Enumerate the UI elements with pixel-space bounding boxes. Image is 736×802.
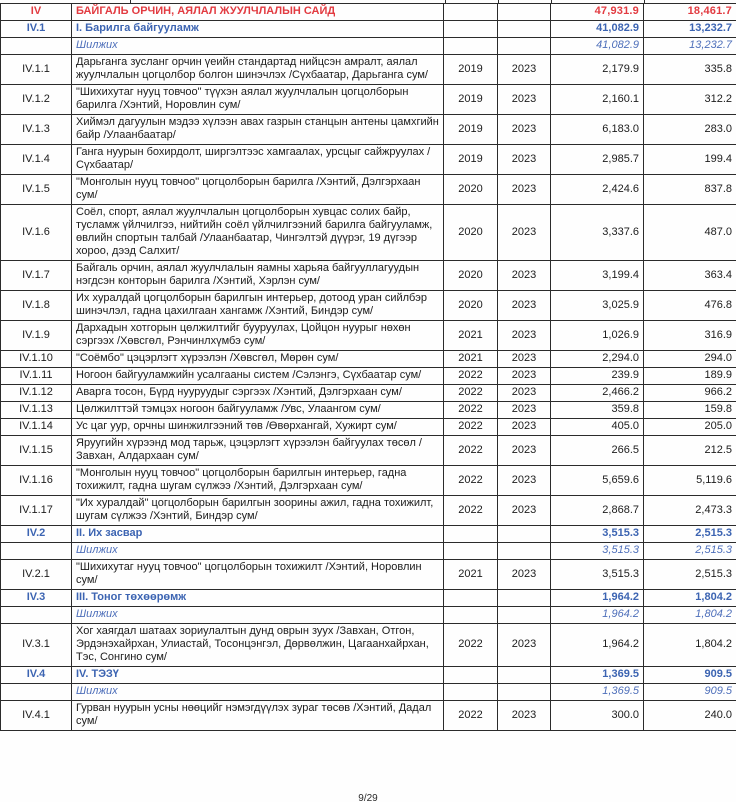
row-code-cell: IV.1.2 [1, 85, 72, 115]
project-description-cell: II. Их засвар [72, 526, 444, 543]
table-row [1, 624, 736, 667]
total-cost-cell: 3,515.3 [551, 526, 644, 543]
total-cost-cell: 3,337.6 [551, 205, 644, 261]
current-year-funding-cell: 316.9 [644, 321, 736, 351]
start-year-cell [444, 607, 498, 624]
end-year-cell: 2023 [498, 385, 551, 402]
end-year-cell: 2023 [498, 436, 551, 466]
row-code-cell: IV.1.11 [1, 368, 72, 385]
project-description-cell: Их хуралдай цогцолборын барилгын интерьер, дотоод уран сийлбэр шинэчлэл, гадна цахилгаан хангамж /Хэнтий, Биндэр сум/ [72, 291, 444, 321]
start-year-cell: 2021 [444, 351, 498, 368]
start-year-cell: 2022 [444, 402, 498, 419]
current-year-funding-cell: 2,515.3 [644, 543, 736, 560]
end-year-cell: 2023 [498, 85, 551, 115]
total-cost-cell: 2,179.9 [551, 55, 644, 85]
current-year-funding-cell: 283.0 [644, 115, 736, 145]
start-year-cell: 2020 [444, 291, 498, 321]
row-code-cell: IV.1.16 [1, 466, 72, 496]
project-description-cell: Ус цаг уур, орчны шинжилгээний төв /Өвөрхангай, Хужирт сум/ [72, 419, 444, 436]
start-year-cell: 2022 [444, 436, 498, 466]
current-year-funding-cell: 294.0 [644, 351, 736, 368]
table-row [1, 291, 736, 321]
start-year-cell [444, 21, 498, 38]
table-row [1, 21, 736, 38]
row-code-cell: IV.1.15 [1, 436, 72, 466]
current-year-funding-cell: 1,804.2 [644, 590, 736, 607]
total-cost-cell: 1,369.5 [551, 667, 644, 684]
table-row [1, 419, 736, 436]
project-description-cell: "Монголын нууц товчоо" цогцолборын барилгын интерьер, гадна тохижилт, гадна шугам сүлжээ /Хэнтий, Дэлгэрхаан сум/ [72, 466, 444, 496]
end-year-cell [498, 607, 551, 624]
start-year-cell: 2021 [444, 560, 498, 590]
row-code-cell: IV.1.5 [1, 175, 72, 205]
total-cost-cell: 2,466.2 [551, 385, 644, 402]
start-year-cell [444, 667, 498, 684]
start-year-cell: 2019 [444, 85, 498, 115]
current-year-funding-cell: 240.0 [644, 701, 736, 731]
total-cost-cell: 2,985.7 [551, 145, 644, 175]
table-row [1, 115, 736, 145]
table-row [1, 684, 736, 701]
row-code-cell: IV.1 [1, 21, 72, 38]
end-year-cell: 2023 [498, 419, 551, 436]
row-code-cell: IV.3 [1, 590, 72, 607]
current-year-funding-cell: 18,461.7 [644, 4, 736, 21]
table-row [1, 385, 736, 402]
budget-table [0, 3, 736, 731]
table-row [1, 402, 736, 419]
project-description-cell: "Их хуралдай" цогцолборын барилгын зоорины ажил, гадна тохижилт, шугам сүлжээ /Хэнтий, Биндэр сум/ [72, 496, 444, 526]
current-year-funding-cell: 199.4 [644, 145, 736, 175]
current-year-funding-cell: 335.8 [644, 55, 736, 85]
end-year-cell: 2023 [498, 402, 551, 419]
current-year-funding-cell: 5,119.6 [644, 466, 736, 496]
end-year-cell: 2023 [498, 351, 551, 368]
total-cost-cell: 47,931.9 [551, 4, 644, 21]
current-year-funding-cell: 13,232.7 [644, 38, 736, 55]
table-row [1, 607, 736, 624]
start-year-cell [444, 4, 498, 21]
end-year-cell: 2023 [498, 175, 551, 205]
project-description-cell: Байгаль орчин, аялал жуулчлалын яамны харьяа байгууллагуудын нэгдсэн конторын барилга /Хэнтий, Хэрлэн сум/ [72, 261, 444, 291]
table-row [1, 368, 736, 385]
row-code-cell: IV.4.1 [1, 701, 72, 731]
row-code-cell: IV.1.14 [1, 419, 72, 436]
row-code-cell: IV.2.1 [1, 560, 72, 590]
start-year-cell [444, 590, 498, 607]
current-year-funding-cell: 2,515.3 [644, 560, 736, 590]
total-cost-cell: 1,964.2 [551, 624, 644, 667]
start-year-cell: 2022 [444, 466, 498, 496]
table-row [1, 543, 736, 560]
end-year-cell: 2023 [498, 466, 551, 496]
current-year-funding-cell: 189.9 [644, 368, 736, 385]
table-row [1, 466, 736, 496]
total-cost-cell: 300.0 [551, 701, 644, 731]
start-year-cell: 2020 [444, 175, 498, 205]
row-code-cell [1, 543, 72, 560]
current-year-funding-cell: 1,804.2 [644, 624, 736, 667]
table-row [1, 526, 736, 543]
start-year-cell: 2022 [444, 624, 498, 667]
table-row [1, 351, 736, 368]
end-year-cell [498, 21, 551, 38]
total-cost-cell: 3,025.9 [551, 291, 644, 321]
start-year-cell [444, 543, 498, 560]
total-cost-cell: 3,515.3 [551, 560, 644, 590]
row-code-cell: IV.1.12 [1, 385, 72, 402]
table-row [1, 4, 736, 21]
end-year-cell: 2023 [498, 496, 551, 526]
project-description-cell: Соёл, спорт, аялал жуулчлалын цогцолборын хувцас солих байр, тусламж үйлчилгээ, нийтийн соёл үйлчилгээний барилга байгууламж, өвлийн спортын талбай /Улаанбаатар, Чингэлтэй дүүрэг, 19 дүгээр хороо, дээд Салхит/ [72, 205, 444, 261]
budget-table-body [1, 4, 736, 731]
project-description-cell: "Монголын нууц товчоо" цогцолборын барилга /Хэнтий, Дэлгэрхаан сум/ [72, 175, 444, 205]
end-year-cell: 2023 [498, 205, 551, 261]
current-year-funding-cell: 2,515.3 [644, 526, 736, 543]
start-year-cell: 2019 [444, 55, 498, 85]
total-cost-cell: 239.9 [551, 368, 644, 385]
total-cost-cell: 2,294.0 [551, 351, 644, 368]
project-description-cell: Шилжих [72, 38, 444, 55]
end-year-cell: 2023 [498, 701, 551, 731]
total-cost-cell: 41,082.9 [551, 21, 644, 38]
end-year-cell [498, 590, 551, 607]
current-year-funding-cell: 205.0 [644, 419, 736, 436]
project-description-cell: Дарьганга зусланг орчин үеийн стандартад нийцсэн амралт, аялал жуулчлалын цогцолбор болгон шинэчлэх /Сүхбаатар, Дарьганга сум/ [72, 55, 444, 85]
total-cost-cell: 266.5 [551, 436, 644, 466]
start-year-cell: 2020 [444, 205, 498, 261]
project-description-cell: "Соёмбо" цэцэрлэгт хүрээлэн /Хөвсгөл, Мөрөн сум/ [72, 351, 444, 368]
current-year-funding-cell: 476.8 [644, 291, 736, 321]
end-year-cell: 2023 [498, 261, 551, 291]
table-row [1, 145, 736, 175]
table-row [1, 261, 736, 291]
end-year-cell [498, 38, 551, 55]
end-year-cell: 2023 [498, 291, 551, 321]
row-code-cell [1, 684, 72, 701]
start-year-cell: 2021 [444, 321, 498, 351]
start-year-cell: 2022 [444, 419, 498, 436]
table-row [1, 667, 736, 684]
total-cost-cell: 1,964.2 [551, 607, 644, 624]
row-code-cell: IV.1.8 [1, 291, 72, 321]
table-border-tick [551, 0, 552, 3]
start-year-cell: 2019 [444, 115, 498, 145]
total-cost-cell: 405.0 [551, 419, 644, 436]
start-year-cell: 2022 [444, 496, 498, 526]
project-description-cell: Ганга нуурын бохирдолт, ширгэлтээс хамгаалах, урсцыг сайжруулах /Сүхбаатар/ [72, 145, 444, 175]
start-year-cell [444, 526, 498, 543]
table-border-tick [498, 0, 499, 3]
current-year-funding-cell: 837.8 [644, 175, 736, 205]
project-description-cell: Дархадын хотгорын цөлжилтийг бууруулах, Цойцон нуурыг нөхөн сэргээх /Хөвсгөл, Рэнчинлхүмбэ сум/ [72, 321, 444, 351]
project-description-cell: Яруугийн хүрээнд мод тарьж, цэцэрлэгт хүрээлэн байгуулах төсөл /Завхан, Алдархаан сум/ [72, 436, 444, 466]
current-year-funding-cell: 363.4 [644, 261, 736, 291]
end-year-cell [498, 684, 551, 701]
total-cost-cell: 359.8 [551, 402, 644, 419]
total-cost-cell: 3,199.4 [551, 261, 644, 291]
total-cost-cell: 3,515.3 [551, 543, 644, 560]
start-year-cell [444, 38, 498, 55]
total-cost-cell: 41,082.9 [551, 38, 644, 55]
start-year-cell [444, 684, 498, 701]
row-code-cell: IV.1.13 [1, 402, 72, 419]
project-description-cell: Цөлжилттэй тэмцэх ногоон байгууламж /Увс, Улаангом сум/ [72, 402, 444, 419]
total-cost-cell: 2,424.6 [551, 175, 644, 205]
project-description-cell: Шилжих [72, 543, 444, 560]
table-row [1, 496, 736, 526]
project-description-cell: III. Тоног төхөөрөмж [72, 590, 444, 607]
project-description-cell: Хиймэл дагуулын мэдээ хүлээн авах газрын станцын антены цамхгийн байр /Улаанбаатар/ [72, 115, 444, 145]
current-year-funding-cell: 909.5 [644, 667, 736, 684]
project-description-cell: Гурван нуурын усны нөөцийг нэмэгдүүлэх зураг төсөв /Хэнтий, Дадал сум/ [72, 701, 444, 731]
page-number: 9/29 [358, 793, 378, 802]
end-year-cell [498, 667, 551, 684]
table-row [1, 85, 736, 115]
total-cost-cell: 1,026.9 [551, 321, 644, 351]
end-year-cell: 2023 [498, 115, 551, 145]
end-year-cell [498, 543, 551, 560]
end-year-cell: 2023 [498, 624, 551, 667]
row-code-cell: IV.1.9 [1, 321, 72, 351]
current-year-funding-cell: 2,473.3 [644, 496, 736, 526]
table-row [1, 590, 736, 607]
project-description-cell: Шилжих [72, 607, 444, 624]
project-description-cell: "Шихихутаг нууц товчоо" цогцолборын тохижилт /Хэнтий, Норовлин сум/ [72, 560, 444, 590]
total-cost-cell: 1,964.2 [551, 590, 644, 607]
row-code-cell: IV.1.1 [1, 55, 72, 85]
project-description-cell: Хог хаягдал шатаах зориулалтын дунд оврын зуух /Завхан, Отгон, Эрдэнэхайрхан, Улиастай, Тосонцэнгэл, Дөрвөлжин, Цагаанхайрхан, Тэс, Сонгино сум/ [72, 624, 444, 667]
total-cost-cell: 2,868.7 [551, 496, 644, 526]
project-description-cell: БАЙГАЛЬ ОРЧИН, АЯЛАЛ ЖУУЛЧЛАЛЫН САЙД [72, 4, 444, 21]
table-row [1, 205, 736, 261]
project-description-cell: I. Барилга байгууламж [72, 21, 444, 38]
total-cost-cell: 2,160.1 [551, 85, 644, 115]
start-year-cell: 2020 [444, 261, 498, 291]
end-year-cell [498, 526, 551, 543]
row-code-cell: IV.1.10 [1, 351, 72, 368]
project-description-cell: Аварга тосон, Бүрд нууруудыг сэргээх /Хэнтий, Дэлгэрхаан сум/ [72, 385, 444, 402]
start-year-cell: 2022 [444, 701, 498, 731]
start-year-cell: 2019 [444, 145, 498, 175]
row-code-cell: IV.1.6 [1, 205, 72, 261]
end-year-cell: 2023 [498, 145, 551, 175]
row-code-cell: IV.2 [1, 526, 72, 543]
row-code-cell: IV.3.1 [1, 624, 72, 667]
row-code-cell: IV.1.4 [1, 145, 72, 175]
end-year-cell: 2023 [498, 55, 551, 85]
end-year-cell: 2023 [498, 560, 551, 590]
table-row [1, 436, 736, 466]
total-cost-cell: 1,369.5 [551, 684, 644, 701]
table-row [1, 560, 736, 590]
row-code-cell: IV.4 [1, 667, 72, 684]
current-year-funding-cell: 909.5 [644, 684, 736, 701]
row-code-cell [1, 38, 72, 55]
row-code-cell: IV.1.3 [1, 115, 72, 145]
row-code-cell: IV [1, 4, 72, 21]
row-code-cell: IV.1.7 [1, 261, 72, 291]
project-description-cell: Шилжих [72, 684, 444, 701]
current-year-funding-cell: 312.2 [644, 85, 736, 115]
current-year-funding-cell: 966.2 [644, 385, 736, 402]
end-year-cell: 2023 [498, 368, 551, 385]
start-year-cell: 2022 [444, 368, 498, 385]
total-cost-cell: 5,659.6 [551, 466, 644, 496]
table-row [1, 55, 736, 85]
current-year-funding-cell: 159.8 [644, 402, 736, 419]
project-description-cell: IV. ТЭЗҮ [72, 667, 444, 684]
current-year-funding-cell: 487.0 [644, 205, 736, 261]
table-row [1, 701, 736, 731]
row-code-cell: IV.1.17 [1, 496, 72, 526]
current-year-funding-cell: 212.5 [644, 436, 736, 466]
current-year-funding-cell: 13,232.7 [644, 21, 736, 38]
table-border-tick [130, 0, 131, 3]
table-row [1, 38, 736, 55]
table-row [1, 321, 736, 351]
start-year-cell: 2022 [444, 385, 498, 402]
row-code-cell [1, 607, 72, 624]
table-row [1, 175, 736, 205]
total-cost-cell: 6,183.0 [551, 115, 644, 145]
end-year-cell: 2023 [498, 321, 551, 351]
project-description-cell: "Шихихутаг нууц товчоо" түүхэн аялал жуулчлалын цогцолборын барилга /Хэнтий, Норовлин сум/ [72, 85, 444, 115]
project-description-cell: Ногоон байгууламжийн усалгааны систем /Сэлэнгэ, Сүхбаатар сум/ [72, 368, 444, 385]
end-year-cell [498, 4, 551, 21]
current-year-funding-cell: 1,804.2 [644, 607, 736, 624]
table-border-tick [445, 0, 446, 3]
table-border-tick [644, 0, 645, 3]
